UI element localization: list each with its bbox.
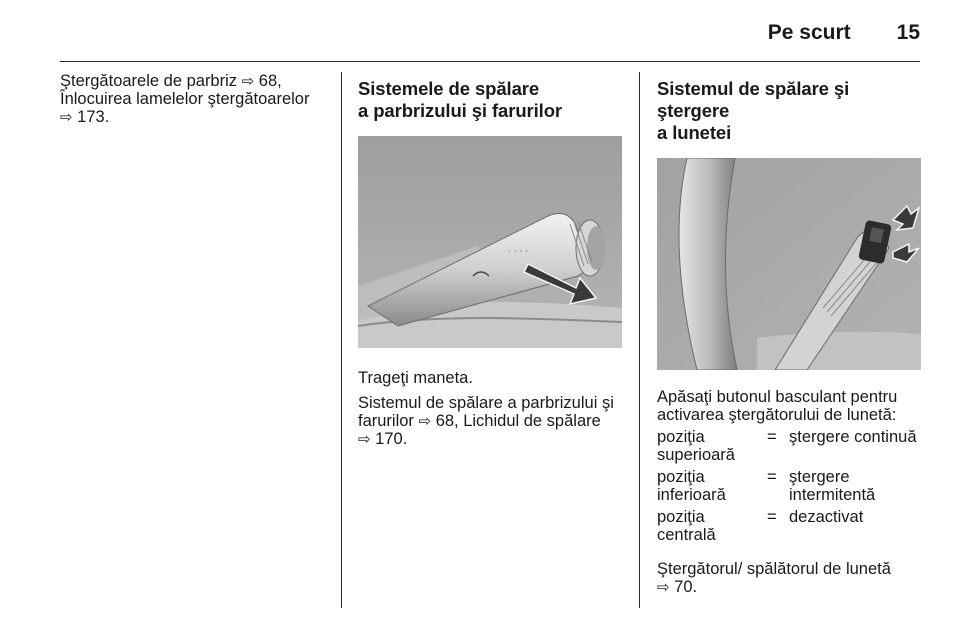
- switch-positions-table: [657, 428, 922, 548]
- cross-reference-blade-replacement[interactable]: Înlocuirea lamelelor ştergătoarelor: [60, 90, 310, 108]
- equals-sign: =: [767, 428, 777, 446]
- reference-arrow-icon: ⇨: [418, 412, 432, 430]
- page-header: [768, 18, 920, 48]
- section-heading-windscreen-washer: Sistemele de spălare a parbrizului şi farurilor: [358, 78, 563, 121]
- cross-reference-windscreen-wipers[interactable]: Ştergătoarele de parbriz ⇨ 68,: [60, 72, 282, 90]
- wiper-stalk-pull-icon: [358, 136, 622, 348]
- table-row: [657, 428, 922, 468]
- intro-text-line: activarea ştergătorului de lunetă:: [657, 406, 897, 424]
- header-divider: [60, 61, 920, 62]
- reference-arrow-icon: ⇨: [358, 430, 371, 448]
- meaning-cell: dezactivat: [789, 508, 864, 526]
- equals-sign: =: [767, 508, 777, 526]
- reference-text-line: Sistemul de spălare a parbrizului şi: [358, 394, 614, 412]
- rear-wiper-switch-illustration: [657, 158, 921, 370]
- reference-text-line: Ştergătorul/ spălătorul de lunetă: [657, 560, 891, 578]
- cross-reference-page[interactable]: ⇨ 70.: [657, 578, 698, 596]
- meaning-cell: ştergere intermitentă: [789, 468, 876, 504]
- intro-text-line: Apăsaţi butonul basculant pentru: [657, 388, 898, 406]
- meaning-cell: ştergere continuă: [789, 428, 917, 446]
- reference-arrow-icon: ⇨: [241, 72, 255, 90]
- column-2: [358, 72, 622, 448]
- cross-reference-page[interactable]: ⇨ 173.: [60, 108, 110, 126]
- column-divider-2: [639, 72, 640, 608]
- position-cell: poziţia inferioară: [657, 468, 726, 504]
- column-divider-1: [341, 72, 342, 608]
- section-title: Pe scurt: [767, 21, 851, 44]
- position-cell: poziţia superioară: [657, 428, 735, 464]
- position-cell: poziţia centrală: [657, 508, 716, 544]
- table-row: [657, 508, 922, 548]
- rear-wiper-rocker-switch-icon: [657, 158, 921, 370]
- section-heading-rear-wiper: Sistemul de spălare şi ştergere a lunetei: [657, 78, 850, 143]
- svg-text:· · · ·: · · · ·: [508, 247, 529, 257]
- column-1: [60, 72, 332, 126]
- instruction-text: Trageţi maneta.: [358, 369, 473, 387]
- column-3: [657, 72, 922, 596]
- wiper-stalk-illustration: [358, 136, 622, 348]
- reference-arrow-icon: ⇨: [60, 108, 73, 126]
- page-number: 15: [896, 21, 920, 44]
- cross-reference-page[interactable]: ⇨ 170.: [358, 430, 408, 448]
- equals-sign: =: [767, 468, 777, 486]
- cross-reference-washer-fluid[interactable]: farurilor ⇨ 68, Lichidul de spălare: [358, 412, 601, 430]
- reference-arrow-icon: ⇨: [657, 578, 670, 596]
- table-row: [657, 468, 922, 508]
